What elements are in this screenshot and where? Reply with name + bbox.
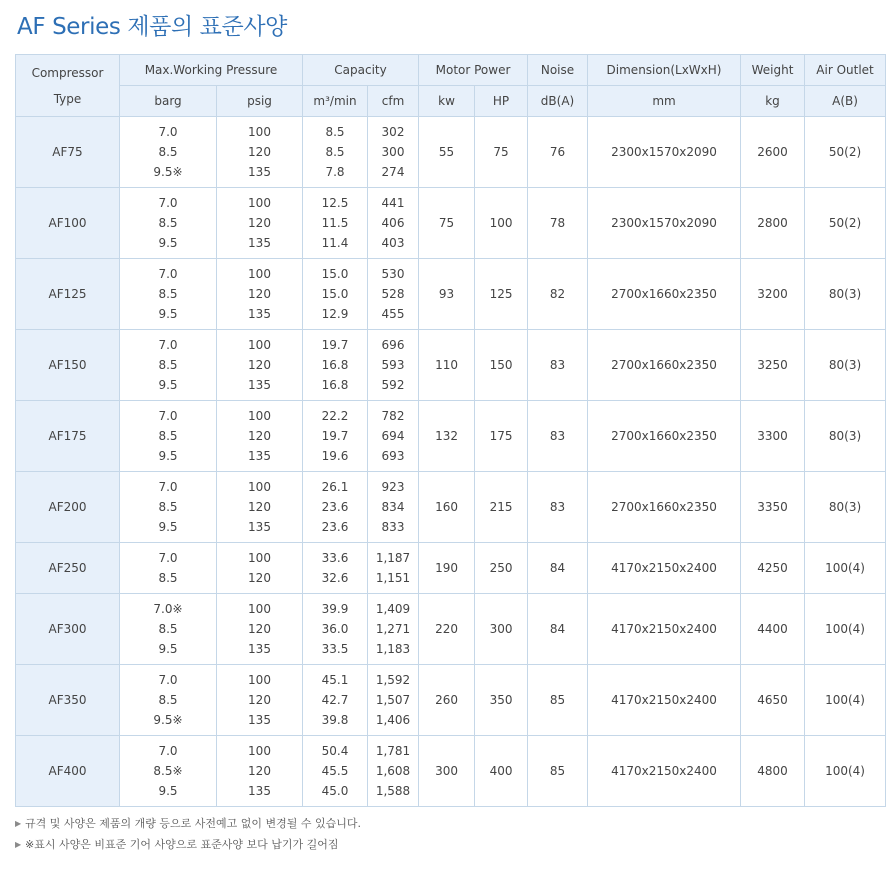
cell-kw: 220 [419,594,475,665]
cell-barg-value: 8.5 [158,571,178,585]
cell-cfm-value: 1,406 [375,713,411,727]
cell-air-outlet: 80(3) [805,259,886,330]
cell-air-outlet: 100(4) [805,543,886,594]
cell-psig-value: 100 [248,125,271,139]
cell-barg [120,117,217,188]
cell-hp: 150 [475,330,528,401]
cell-psig [217,472,303,543]
table-row [16,330,886,401]
cell-kw: 160 [419,472,475,543]
cell-barg-value: 8.5※ [153,764,183,778]
cell-cfm-value: 1,183 [375,642,411,656]
header-compressor-line-2: Type [53,91,82,106]
table-row [16,401,886,472]
cell-psig [217,117,303,188]
cell-m3min-value: 33.6 [321,551,349,565]
cell-m3min-value: 8.5 [325,125,345,139]
cell-cfm-value: 1,507 [375,693,411,707]
cell-m3min [303,117,368,188]
cell-cfm [368,665,419,736]
cell-m3min [303,665,368,736]
cell-m3min-value: 16.8 [321,358,349,372]
cell-weight: 4800 [741,736,805,807]
cell-psig-value: 120 [248,622,271,636]
cell-barg-value: 7.0 [158,125,178,139]
header-weight: Weight [741,55,805,86]
cell-psig-value: 120 [248,287,271,301]
cell-kw: 190 [419,543,475,594]
cell-weight: 4250 [741,543,805,594]
cell-air-outlet: 50(2) [805,188,886,259]
cell-m3min-value: 8.5 [325,145,345,159]
cell-barg [120,259,217,330]
cell-dimension: 4170x2150x2400 [588,736,741,807]
cell-cfm [368,117,419,188]
cell-psig-value: 120 [248,693,271,707]
header-pressure: Max.Working Pressure [120,55,303,86]
cell-cfm-value: 1,781 [375,744,411,758]
cell-barg-value: 7.0 [158,673,178,687]
table-row [16,188,886,259]
cell-m3min [303,259,368,330]
cell-cfm-value: 406 [381,216,405,230]
cell-m3min-value: 23.6 [321,520,349,534]
cell-cfm-value: 455 [381,307,405,321]
unit-cfm: cfm [368,86,419,117]
unit-psig: psig [217,86,303,117]
cell-barg [120,736,217,807]
cell-cfm-value: 696 [381,338,405,352]
cell-barg-value: 8.5 [158,500,178,514]
cell-m3min-value: 19.7 [321,338,349,352]
cell-cfm [368,259,419,330]
cell-compressor-type: AF400 [16,736,120,807]
cell-m3min-value: 50.4 [321,744,349,758]
cell-weight: 4400 [741,594,805,665]
cell-barg [120,594,217,665]
header-compressor-type [16,55,120,117]
cell-barg-value: 9.5※ [153,713,183,727]
cell-m3min [303,594,368,665]
table-row [16,543,886,594]
cell-cfm-value: 530 [381,267,405,281]
cell-psig [217,665,303,736]
cell-cfm-value: 1,608 [375,764,411,778]
cell-dimension: 2700x1660x2350 [588,401,741,472]
cell-psig [217,330,303,401]
cell-air-outlet: 50(2) [805,117,886,188]
cell-m3min [303,401,368,472]
cell-noise: 76 [528,117,588,188]
cell-m3min [303,330,368,401]
cell-m3min [303,472,368,543]
cell-barg [120,472,217,543]
cell-cfm-value: 782 [381,409,405,423]
cell-m3min-value: 36.0 [321,622,349,636]
cell-m3min-value: 15.0 [321,267,349,281]
note-item [15,813,361,834]
cell-cfm-value: 528 [381,287,405,301]
cell-m3min-value: 32.6 [321,571,349,585]
cell-compressor-type: AF250 [16,543,120,594]
cell-psig-value: 100 [248,602,271,616]
cell-psig-value: 135 [248,713,271,727]
cell-m3min-value: 11.5 [321,216,349,230]
cell-psig-value: 100 [248,480,271,494]
cell-barg-value: 9.5 [158,378,178,392]
cell-barg-value: 8.5 [158,287,178,301]
cell-compressor-type: AF200 [16,472,120,543]
cell-m3min-value: 12.5 [321,196,349,210]
cell-noise: 85 [528,665,588,736]
unit-kw: kw [419,86,475,117]
cell-psig-value: 120 [248,500,271,514]
cell-hp: 250 [475,543,528,594]
cell-dimension: 2300x1570x2090 [588,117,741,188]
cell-kw: 260 [419,665,475,736]
table-row [16,665,886,736]
cell-barg-value: 8.5 [158,429,178,443]
unit-barg: barg [120,86,217,117]
cell-m3min-value: 39.8 [321,713,349,727]
cell-barg [120,543,217,594]
cell-weight: 3350 [741,472,805,543]
cell-barg-value: 9.5 [158,236,178,250]
cell-dimension: 2300x1570x2090 [588,188,741,259]
cell-dimension: 2700x1660x2350 [588,472,741,543]
cell-noise: 78 [528,188,588,259]
cell-psig-value: 135 [248,520,271,534]
cell-m3min-value: 42.7 [321,693,349,707]
cell-kw: 110 [419,330,475,401]
cell-m3min [303,736,368,807]
cell-barg-value: 7.0 [158,338,178,352]
header-air-outlet: Air Outlet [805,55,886,86]
cell-barg-value: 7.0 [158,551,178,565]
cell-psig-value: 135 [248,784,271,798]
table-row [16,472,886,543]
cell-psig-value: 100 [248,338,271,352]
cell-m3min-value: 39.9 [321,602,349,616]
cell-barg-value: 9.5 [158,784,178,798]
bullet-icon: ▶ [15,819,22,828]
cell-weight: 3250 [741,330,805,401]
unit-mm: mm [588,86,741,117]
cell-noise: 83 [528,472,588,543]
cell-barg-value: 7.0 [158,480,178,494]
cell-cfm-value: 592 [381,378,405,392]
cell-compressor-type: AF75 [16,117,120,188]
cell-psig [217,543,303,594]
cell-psig-value: 100 [248,267,271,281]
cell-weight: 3200 [741,259,805,330]
cell-cfm [368,188,419,259]
cell-cfm-value: 1,187 [375,551,411,565]
cell-barg-value: 7.0 [158,409,178,423]
cell-psig [217,736,303,807]
cell-barg-value: 8.5 [158,216,178,230]
header-motor-power: Motor Power [419,55,528,86]
cell-barg-value: 7.0※ [153,602,183,616]
cell-cfm-value: 274 [381,165,405,179]
table-row [16,594,886,665]
cell-m3min-value: 12.9 [321,307,349,321]
cell-hp: 350 [475,665,528,736]
cell-dimension: 4170x2150x2400 [588,594,741,665]
bullet-icon: ▶ [15,840,22,849]
cell-hp: 125 [475,259,528,330]
cell-cfm-value: 1,409 [375,602,411,616]
header-dimension: Dimension(LxWxH) [588,55,741,86]
cell-psig-value: 120 [248,571,271,585]
cell-m3min-value: 45.5 [321,764,349,778]
spec-table [15,54,886,807]
cell-hp: 300 [475,594,528,665]
cell-psig-value: 120 [248,764,271,778]
cell-psig-value: 100 [248,409,271,423]
cell-dimension: 4170x2150x2400 [588,543,741,594]
cell-psig-value: 120 [248,358,271,372]
cell-compressor-type: AF100 [16,188,120,259]
cell-psig [217,259,303,330]
cell-cfm-value: 923 [381,480,405,494]
cell-m3min [303,188,368,259]
cell-m3min [303,543,368,594]
cell-psig-value: 120 [248,145,271,159]
cell-air-outlet: 100(4) [805,736,886,807]
cell-cfm-value: 300 [381,145,405,159]
unit-m3min: m³/min [303,86,368,117]
unit-db: dB(A) [528,86,588,117]
cell-air-outlet: 80(3) [805,401,886,472]
note-text: 규격 및 사양은 제품의 개량 등으로 사전예고 없이 변경될 수 있습니다. [25,817,361,830]
cell-m3min-value: 19.7 [321,429,349,443]
cell-hp: 175 [475,401,528,472]
cell-m3min-value: 23.6 [321,500,349,514]
cell-m3min-value: 16.8 [321,378,349,392]
unit-ab: A(B) [805,86,886,117]
cell-barg-value: 9.5 [158,449,178,463]
cell-barg-value: 8.5 [158,358,178,372]
cell-dimension: 4170x2150x2400 [588,665,741,736]
cell-psig-value: 135 [248,378,271,392]
cell-m3min-value: 7.8 [325,165,345,179]
cell-hp: 215 [475,472,528,543]
cell-barg-value: 8.5 [158,693,178,707]
cell-barg-value: 9.5 [158,520,178,534]
cell-cfm-value: 441 [381,196,405,210]
cell-noise: 84 [528,543,588,594]
cell-psig-value: 135 [248,165,271,179]
cell-m3min-value: 45.1 [321,673,349,687]
cell-cfm-value: 302 [381,125,405,139]
cell-cfm-value: 1,271 [375,622,411,636]
cell-air-outlet: 100(4) [805,665,886,736]
table-row [16,117,886,188]
spec-table-body [16,117,886,807]
cell-m3min-value: 15.0 [321,287,349,301]
cell-cfm-value: 834 [381,500,405,514]
cell-barg-value: 8.5 [158,145,178,159]
cell-weight: 2600 [741,117,805,188]
cell-cfm [368,401,419,472]
cell-psig-value: 135 [248,642,271,656]
cell-weight: 4650 [741,665,805,736]
cell-cfm-value: 833 [381,520,405,534]
cell-psig [217,401,303,472]
cell-psig [217,594,303,665]
cell-barg-value: 9.5 [158,307,178,321]
cell-compressor-type: AF150 [16,330,120,401]
cell-psig-value: 100 [248,196,271,210]
cell-psig-value: 135 [248,236,271,250]
cell-kw: 55 [419,117,475,188]
cell-cfm-value: 694 [381,429,405,443]
cell-psig-value: 100 [248,744,271,758]
cell-psig-value: 120 [248,216,271,230]
cell-compressor-type: AF300 [16,594,120,665]
cell-cfm-value: 1,588 [375,784,411,798]
cell-m3min-value: 45.0 [321,784,349,798]
notes [15,813,361,855]
cell-noise: 83 [528,401,588,472]
cell-m3min-value: 11.4 [321,236,349,250]
cell-cfm [368,594,419,665]
cell-barg-value: 8.5 [158,622,178,636]
cell-psig-value: 120 [248,429,271,443]
cell-psig-value: 135 [248,449,271,463]
note-text: ※표시 사양은 비표준 기어 사양으로 표준사양 보다 납기가 길어짐 [25,838,339,851]
cell-barg [120,665,217,736]
cell-air-outlet: 80(3) [805,330,886,401]
cell-hp: 75 [475,117,528,188]
unit-hp: HP [475,86,528,117]
cell-m3min-value: 33.5 [321,642,349,656]
table-row [16,736,886,807]
header-compressor-line-1: Compressor [31,65,104,80]
cell-kw: 93 [419,259,475,330]
cell-dimension: 2700x1660x2350 [588,259,741,330]
cell-weight: 3300 [741,401,805,472]
unit-kg: kg [741,86,805,117]
cell-cfm-value: 1,592 [375,673,411,687]
cell-barg-value: 7.0 [158,196,178,210]
cell-m3min-value: 19.6 [321,449,349,463]
cell-cfm [368,330,419,401]
cell-compressor-type: AF175 [16,401,120,472]
cell-barg-value: 7.0 [158,744,178,758]
cell-m3min-value: 26.1 [321,480,349,494]
cell-cfm [368,736,419,807]
cell-barg [120,188,217,259]
cell-psig [217,188,303,259]
cell-kw: 75 [419,188,475,259]
cell-cfm [368,543,419,594]
header-noise: Noise [528,55,588,86]
cell-barg-value: 9.5 [158,642,178,656]
cell-barg [120,401,217,472]
cell-cfm-value: 403 [381,236,405,250]
cell-noise: 82 [528,259,588,330]
cell-cfm-value: 1,151 [375,571,411,585]
cell-noise: 85 [528,736,588,807]
cell-kw: 132 [419,401,475,472]
cell-compressor-type: AF125 [16,259,120,330]
cell-barg-value: 9.5※ [153,165,183,179]
header-capacity: Capacity [303,55,419,86]
cell-cfm-value: 693 [381,449,405,463]
cell-cfm-value: 593 [381,358,405,372]
cell-hp: 100 [475,188,528,259]
cell-hp: 400 [475,736,528,807]
cell-psig-value: 100 [248,673,271,687]
table-row [16,259,886,330]
cell-air-outlet: 100(4) [805,594,886,665]
cell-m3min-value: 22.2 [321,409,349,423]
page-title: AF Series 제품의 표준사양 [17,14,287,40]
cell-psig-value: 135 [248,307,271,321]
cell-weight: 2800 [741,188,805,259]
note-item [15,834,361,855]
cell-cfm [368,472,419,543]
cell-compressor-type: AF350 [16,665,120,736]
cell-barg-value: 7.0 [158,267,178,281]
cell-psig-value: 100 [248,551,271,565]
cell-air-outlet: 80(3) [805,472,886,543]
cell-noise: 84 [528,594,588,665]
cell-noise: 83 [528,330,588,401]
cell-kw: 300 [419,736,475,807]
cell-barg [120,330,217,401]
cell-dimension: 2700x1660x2350 [588,330,741,401]
